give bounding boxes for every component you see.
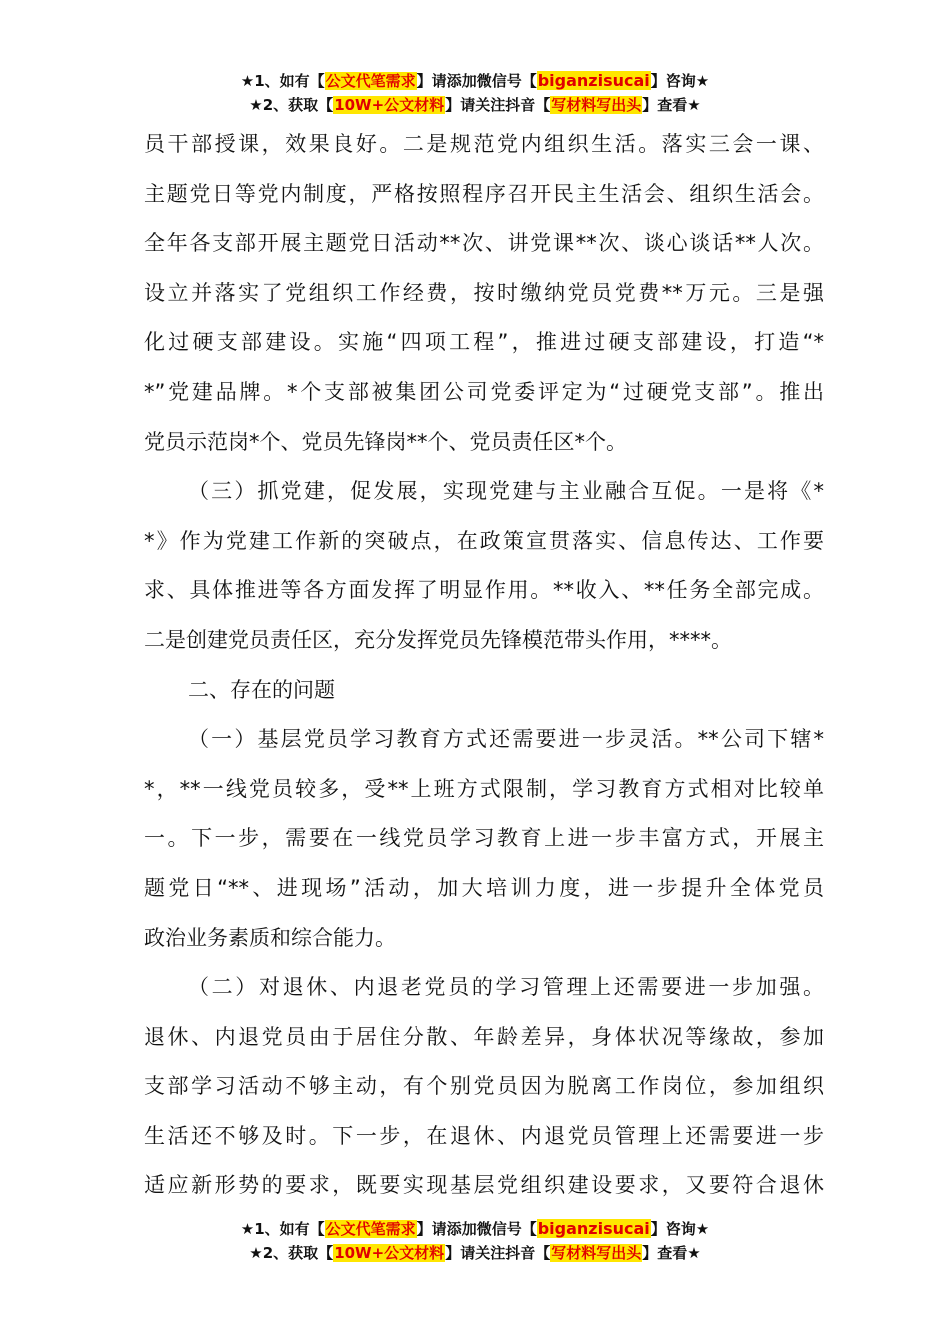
promo-highlight: 公文代笔需求 — [325, 1220, 416, 1238]
body-line: （二）对退休、内退老党员的学习管理上还需要进一步加强。 — [188, 975, 824, 1000]
body-line: 全年各支部开展主题党日活动**次、讲党课**次、谈心谈话**人次。 — [144, 231, 824, 256]
body-line: 党员示范岗*个、党员先锋岗**个、党员责任区*个。 — [144, 429, 627, 454]
promo-text: 】查看★ — [642, 96, 701, 114]
body-line: 一。下一步，需要在一线党员学习教育上进一步丰富方式，开展主 — [144, 826, 824, 851]
promo-wechat-id: biganzisucai — [537, 71, 650, 90]
body-line: 员干部授课，效果良好。二是规范党内组织生活。落实三会一课、 — [144, 132, 824, 156]
promo-emphasis: 关注 — [475, 1244, 506, 1262]
body-line: 主题党日等党内制度，严格按照程序召开民主生活会、组织生活会。 — [144, 181, 824, 206]
promo-text: 微信号【 — [476, 1220, 537, 1238]
body-line: *》作为党建工作新的突破点，在政策宣贯落实、信息传达、工作要 — [144, 528, 824, 553]
body-line: 生活还不够及时。下一步，在退休、内退党员管理上还需要进一步 — [144, 1123, 824, 1148]
promo-text: 】咨询★ — [650, 72, 710, 90]
promo-text: ★1、如有【 — [240, 72, 325, 90]
promo-emphasis: 关注 — [475, 96, 506, 114]
body-line: *，**一线党员较多，受**上班方式限制，学习教育方式相对比较单 — [144, 776, 824, 801]
promo-emphasis: 加 — [461, 72, 477, 90]
promo-douyin-id: 写材料写出头 — [551, 96, 642, 114]
promo-line-1 — [0, 1217, 950, 1241]
promo-line-1 — [0, 69, 950, 93]
promo-text: 】请 — [445, 96, 476, 114]
body-line: 设立并落实了党组织工作经费，按时缴纳党员党费**万元。三是强 — [144, 280, 824, 305]
promo-text: 抖音【 — [505, 1244, 551, 1262]
promo-highlight: 10W+公文材料 — [334, 1244, 445, 1262]
body-line: 政治业务素质和综合能力。 — [144, 925, 396, 950]
body-line: 二是创建党员责任区，充分发挥党员先锋模范带头作用，****。 — [144, 627, 732, 652]
header-promo-banner — [0, 69, 950, 117]
body-line: 求、具体推进等各方面发挥了明显作用。**收入、**任务全部完成。 — [144, 578, 824, 603]
body-line: （三）抓党建，促发展，实现党建与主业融合互促。一是将《* — [188, 479, 824, 504]
promo-line-2 — [0, 1241, 950, 1265]
promo-text: 】咨询★ — [650, 1220, 710, 1238]
promo-wechat-id: biganzisucai — [537, 1219, 650, 1238]
body-line: （一）基层党员学习教育方式还需要进一步灵活。**公司下辖* — [188, 727, 824, 752]
promo-highlight: 10W+公文材料 — [334, 96, 445, 114]
body-line: 题党日“**、进现场”活动，加大培训力度，进一步提升全体党员 — [144, 875, 824, 900]
promo-text: 】请 — [445, 1244, 476, 1262]
promo-douyin-id: 写材料写出头 — [551, 1244, 642, 1262]
body-line: 适应新形势的要求，既要实现基层党组织建设要求，又要符合退休 — [144, 1173, 824, 1198]
body-line: *”党建品牌。*个支部被集团公司党委评定为“过硬党支部”。推出 — [144, 379, 824, 404]
promo-line-2 — [0, 93, 950, 117]
promo-text: 】请添 — [416, 72, 462, 90]
document-body — [144, 120, 824, 1211]
section-heading: 二、存在的问题 — [188, 677, 335, 702]
footer-promo-banner — [0, 1217, 950, 1265]
promo-text: 微信号【 — [476, 72, 537, 90]
body-line: 退休、内退党员由于居住分散、年龄差异，身体状况等缘故，参加 — [144, 1024, 824, 1049]
promo-highlight: 公文代笔需求 — [325, 72, 416, 90]
promo-emphasis: 加 — [461, 1220, 477, 1238]
promo-text: ★2、获取【 — [249, 1244, 334, 1262]
promo-text: ★2、获取【 — [249, 96, 334, 114]
body-line: 化过硬支部建设。实施“四项工程”，推进过硬支部建设，打造“* — [144, 330, 824, 355]
body-line: 支部学习活动不够主动，有个别党员因为脱离工作岗位，参加组织 — [144, 1074, 824, 1099]
promo-text: ★1、如有【 — [240, 1220, 325, 1238]
promo-text: 】查看★ — [642, 1244, 701, 1262]
promo-text: 】请添 — [416, 1220, 462, 1238]
promo-text: 抖音【 — [505, 96, 551, 114]
